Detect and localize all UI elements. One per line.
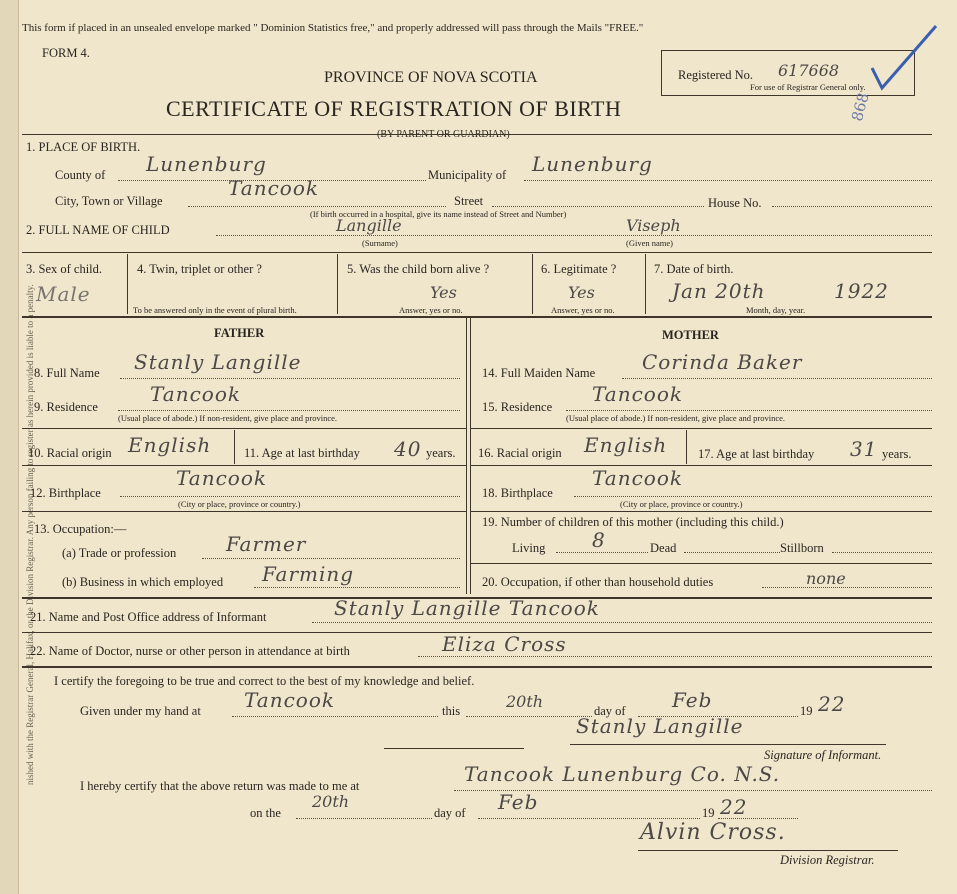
on-the-label: on the <box>250 806 281 820</box>
informant-value: Stanly Langille Tancook <box>334 596 600 620</box>
attendant-label: 22. Name of Doctor, nurse or other person in attendance at birth <box>30 644 350 658</box>
plural-birth-note: To be answered only in the event of plural birth. <box>133 305 297 315</box>
date-of-birth-note: Month, day, year. <box>746 305 806 315</box>
father-race-value: English <box>128 433 212 457</box>
born-alive-value: Yes <box>430 283 457 302</box>
certify-dayof-label: day of <box>594 704 626 718</box>
registered-label: Registered No. <box>678 68 753 82</box>
mother-age-unit: years. <box>882 447 912 461</box>
born-alive-label: 5. Was the child born alive ? <box>347 262 490 276</box>
street-label: Street <box>454 194 484 208</box>
municipality-value: Lunenburg <box>532 152 653 176</box>
registrar-signature-label: Division Registrar. <box>780 853 875 867</box>
mother-residence-value: Tancook <box>592 382 683 406</box>
certify-year-prefix: 19 <box>800 704 813 718</box>
certify-statement: I certify the foregoing to be true and correct to the best of my knowledge and belief. <box>54 674 475 688</box>
born-alive-note: Answer, yes or no. <box>399 305 463 315</box>
dead-label: Dead <box>650 541 677 555</box>
father-birthplace-value: Tancook <box>176 466 267 490</box>
stillborn-label: Stillborn <box>780 541 824 555</box>
mother-age-label: 17. Age at last birthday <box>698 447 815 461</box>
certify-month-value: Feb <box>672 688 713 712</box>
registrar-month-value: Feb <box>498 790 539 814</box>
mother-age-value: 31 <box>850 437 878 461</box>
sex-label: 3. Sex of child. <box>26 262 103 276</box>
father-residence-value: Tancook <box>150 382 241 406</box>
city-value: Tancook <box>228 176 319 200</box>
stamp-number: 868 <box>847 90 873 124</box>
certify-day-value: 20th <box>506 692 544 711</box>
certificate-subtitle: (BY PARENT OR GUARDIAN) <box>377 129 510 140</box>
mother-heading: MOTHER <box>662 328 719 342</box>
living-value: 8 <box>592 528 606 552</box>
mother-residence-label: 15. Residence <box>482 400 553 414</box>
registrar-dayof-label: day of <box>434 806 466 820</box>
given-name-note: (Given name) <box>626 238 673 248</box>
child-name-label: 2. FULL NAME OF CHILD <box>26 223 170 237</box>
county-value: Lunenburg <box>146 152 267 176</box>
mother-birthplace-value: Tancook <box>592 466 683 490</box>
surname-note: (Surname) <box>362 238 398 248</box>
place-of-birth-label: 1. PLACE OF BIRTH. <box>26 140 141 154</box>
father-name-value: Stanly Langille <box>134 350 302 374</box>
checkmark-icon <box>862 20 942 100</box>
form-number: FORM 4. <box>42 46 90 60</box>
given-under-label: Given under my hand at <box>80 704 201 718</box>
this-label: this <box>442 704 461 718</box>
registered-note: For use of Registrar General only. <box>750 82 866 92</box>
mother-birthplace-label: 18. Birthplace <box>482 486 553 500</box>
father-birthplace-label: 12. Birthplace <box>30 486 101 500</box>
county-label: County of <box>55 168 106 182</box>
mother-birthplace-note: (City or place, province or country.) <box>620 499 743 509</box>
father-residence-label: 9. Residence <box>34 400 98 414</box>
certify-year-value: 22 <box>818 692 846 716</box>
certificate-title: CERTIFICATE OF REGISTRATION OF BIRTH <box>166 96 622 121</box>
registrar-statement: I hereby certify that the above return was made to me at <box>80 779 360 793</box>
city-label: City, Town or Village <box>55 194 163 208</box>
father-trade-label: (a) Trade or profession <box>62 546 177 560</box>
top-note: This form if placed in an unsealed envelope marked " Dominion Statistics free," and properly addressed will pass through the Mails "FREE." <box>22 22 644 34</box>
informant-label: 21. Name and Post Office address of Informant <box>30 610 267 624</box>
mother-name-value: Corinda Baker <box>642 350 803 374</box>
father-residence-note: (Usual place of abode.) If non-resident, give place and province. <box>118 413 338 423</box>
registrar-year-value: 22 <box>720 795 748 819</box>
plural-birth-label: 4. Twin, triplet or other ? <box>137 262 262 276</box>
province-heading: PROVINCE OF NOVA SCOTIA <box>324 69 538 86</box>
father-name-label: 8. Full Name <box>34 366 100 380</box>
birth-year-value: 1922 <box>834 279 889 303</box>
attendant-value: Eliza Cross <box>442 632 567 656</box>
registrar-signature: Alvin Cross. <box>640 820 786 845</box>
registrar-year-prefix: 19 <box>702 806 715 820</box>
father-occupation-label: 13. Occupation:— <box>34 522 127 536</box>
mother-race-label: 16. Racial origin <box>478 446 562 460</box>
mother-occupation-label: 20. Occupation, if other than household duties <box>482 575 714 589</box>
mother-name-label: 14. Full Maiden Name <box>482 366 596 380</box>
municipality-label: Municipality of <box>428 168 507 182</box>
informant-signature-label: Signature of Informant. <box>764 748 882 762</box>
legitimate-note: Answer, yes or no. <box>551 305 615 315</box>
mother-residence-note: (Usual place of abode.) If non-resident, give place and province. <box>566 413 786 423</box>
legitimate-label: 6. Legitimate ? <box>541 262 617 276</box>
child-given-name: Viseph <box>626 216 681 235</box>
date-of-birth-value: Jan 20th <box>672 279 766 303</box>
child-surname: Langille <box>336 216 402 235</box>
father-business-value: Farming <box>262 562 355 586</box>
sex-value: Male <box>36 282 91 306</box>
hospital-note: (If birth occurred in a hospital, give its name instead of Street and Number) <box>310 209 567 219</box>
mother-race-value: English <box>584 433 668 457</box>
registered-number: 617668 <box>778 61 840 80</box>
mother-occupation-value: none <box>806 569 846 588</box>
house-number-label: House No. <box>708 196 762 210</box>
father-age-unit: years. <box>426 446 456 460</box>
father-age-value: 40 <box>394 437 422 461</box>
father-trade-value: Farmer <box>226 532 307 556</box>
legitimate-value: Yes <box>568 283 595 302</box>
registrar-day-value: 20th <box>312 792 350 811</box>
informant-signature: Stanly Langille <box>576 714 744 738</box>
living-label: Living <box>512 541 546 555</box>
father-age-label: 11. Age at last birthday <box>244 446 360 460</box>
registrar-place-value: Tancook Lunenburg Co. N.S. <box>464 762 781 786</box>
mother-children-label: 19. Number of children of this mother (including this child.) <box>482 515 784 529</box>
father-race-label: 10. Racial origin <box>28 446 112 460</box>
father-heading: FATHER <box>214 326 265 340</box>
date-of-birth-label: 7. Date of birth. <box>654 262 734 276</box>
given-place-value: Tancook <box>244 688 335 712</box>
side-margin-text: nished with the Registrar General, Halifax, or the Division Registrar. Any person failing to register as herein provided is liable to a penalty. <box>0 0 19 894</box>
father-business-label: (b) Business in which employed <box>62 575 224 589</box>
father-birthplace-note: (City or place, province or country.) <box>178 499 301 509</box>
